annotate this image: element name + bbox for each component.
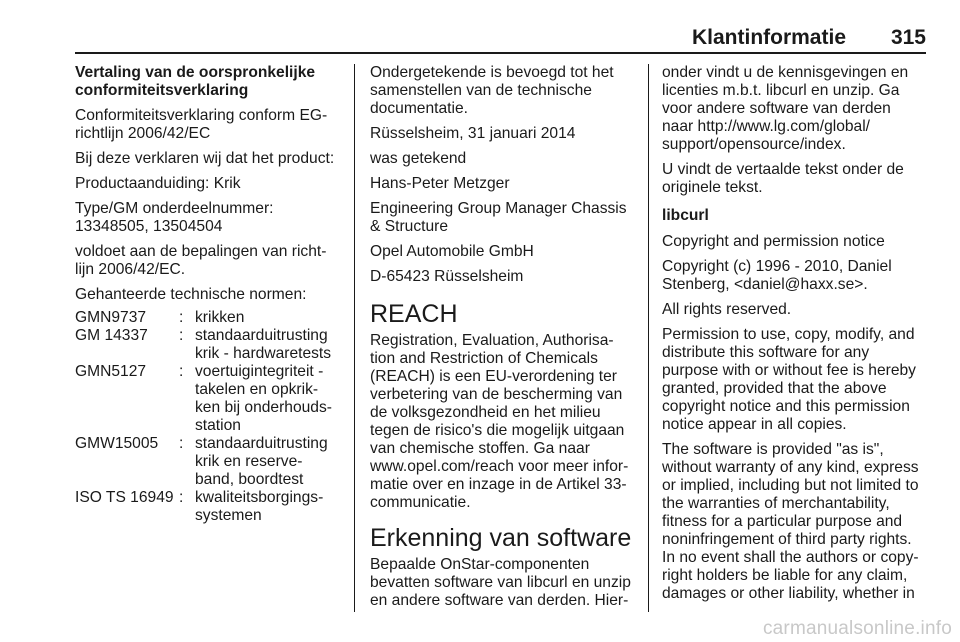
table-row (75, 327, 332, 363)
paragraph (370, 243, 635, 261)
text-line: was getekend (370, 150, 467, 167)
declaration-heading (75, 64, 345, 100)
standard-code: GMW15005 (75, 435, 159, 452)
text-line: The software is provided "as is", (662, 441, 884, 458)
standards-table (75, 309, 332, 525)
text-line: D-65423 Rüsselsheim (370, 268, 524, 285)
text-line: Registration, Evaluation, Authorisa- (370, 332, 614, 349)
reach-heading: REACH (370, 300, 458, 328)
text-line: samenstellen van de technische (370, 82, 592, 99)
text-line: Opel Automobile GmbH (370, 243, 534, 260)
separator: : (179, 489, 184, 506)
text-line: Permission to use, copy, modify, and (662, 326, 915, 343)
text-line: krik - hardwaretests (195, 345, 332, 362)
paragraph (370, 200, 635, 236)
paragraph (662, 441, 928, 603)
text-line: noninfringement of third party rights. (662, 531, 912, 548)
paragraph (370, 125, 635, 143)
standard-description (195, 363, 332, 435)
text-line: conformiteitsverklaring (75, 82, 249, 99)
text-line: Conformiteitsverklaring conform EG- (75, 107, 328, 124)
libcurl-heading: libcurl (662, 207, 709, 224)
paragraph (75, 175, 345, 193)
text-line: lijn 2006/42/EC. (75, 261, 186, 278)
text-line: right holders be liable for any claim, (662, 567, 908, 584)
text-line: & Structure (370, 218, 448, 235)
text-line: krikken (195, 309, 245, 326)
software-heading: Erkenning van software (370, 524, 632, 552)
text-line: granted, provided that the above (662, 380, 887, 397)
text-line: bevatten software van libcurl en unzip (370, 574, 631, 591)
standard-code: GMN5127 (75, 363, 147, 380)
text-line: (REACH) is een EU-verordening ter (370, 368, 617, 385)
paragraph (370, 150, 635, 168)
text-line: naar http://www.lg.com/global/ (662, 118, 871, 135)
text-line: krik en reserve- (195, 453, 303, 470)
text-line: communicatie. (370, 494, 471, 511)
text-line: notice appear in all copies. (662, 416, 847, 433)
text-line: Ondergetekende is bevoegd tot het (370, 64, 614, 81)
column-divider-2 (648, 64, 649, 612)
text-line: www.opel.com/reach voor meer infor- (370, 458, 629, 475)
text-line: ken bij onderhouds- (195, 399, 332, 416)
header-rule (75, 52, 926, 54)
table-row (75, 363, 332, 435)
reach-paragraph (370, 332, 635, 512)
standard-description (195, 327, 332, 363)
column-3 (662, 64, 928, 610)
text-line: Type/GM onderdeelnummer: (75, 200, 274, 217)
separator: : (179, 363, 184, 380)
text-line: de volksgezondheid en het milieu (370, 404, 601, 421)
paragraph (75, 243, 345, 279)
table-row (75, 489, 332, 525)
paragraph (370, 268, 635, 286)
text-line: takelen en opkrik- (195, 381, 319, 398)
text-line: standaarduitrusting (195, 327, 328, 344)
text-line: the warranties of merchantability, (662, 495, 890, 512)
watermark-brand: carmanualsonline.info (762, 618, 952, 639)
text-line: fitness for a particular purpose and (662, 513, 903, 530)
text-line: standaarduitrusting (195, 435, 328, 452)
text-line: Vertaling van de oorspronkelijke (75, 64, 316, 81)
text-line: Copyright (c) 1996 - 2010, Daniel (662, 258, 892, 275)
text-line: en andere software van derden. Hier- (370, 592, 629, 609)
paragraph (662, 326, 928, 434)
standard-description (195, 489, 332, 525)
text-line: Copyright and permission notice (662, 233, 885, 250)
text-line: Rüsselsheim, 31 januari 2014 (370, 125, 576, 142)
text-line: kwaliteitsborgings- (195, 489, 324, 506)
separator: : (179, 435, 184, 452)
separator: : (179, 309, 184, 326)
text-line: onder vindt u de kennisgevingen en (662, 64, 909, 81)
text-line: station (195, 417, 241, 434)
page-header (75, 26, 926, 54)
text-line: or implied, including but not limited to (662, 477, 919, 494)
standard-code: GM 14337 (75, 327, 148, 344)
paragraph (370, 64, 635, 118)
text-line: In no event shall the authors or copy- (662, 549, 919, 566)
text-line: tegen de risico's die mogelijk uitgaan (370, 422, 625, 439)
text-line: van chemische stoffen. Ga naar (370, 440, 590, 457)
paragraph (662, 161, 928, 197)
page-footer (0, 620, 960, 642)
standard-code: ISO TS 16949 (75, 489, 174, 506)
software-paragraph (370, 556, 635, 610)
text-line: Bij deze verklaren wij dat het product: (75, 150, 335, 167)
text-line: Stenberg, <daniel@haxx.se>. (662, 276, 868, 293)
text-line: tion and Restriction of Chemicals (370, 350, 598, 367)
column-divider-1 (354, 64, 355, 612)
text-line: damages or other liability, whether in (662, 585, 915, 602)
paragraph (662, 64, 928, 154)
text-line: 13348505, 13504504 (75, 218, 223, 235)
text-line: Engineering Group Manager Chassis (370, 200, 627, 217)
text-line: purpose with or without fee is hereby (662, 362, 916, 379)
separator: : (179, 327, 184, 344)
paragraph (370, 175, 635, 193)
text-line: systemen (195, 507, 262, 524)
paragraph (75, 286, 345, 304)
column-2 (370, 64, 635, 617)
text-line: verbetering van de bescherming van (370, 386, 623, 403)
text-line: voldoet aan de bepalingen van richt- (75, 243, 327, 260)
text-line: copyright notice and this permission (662, 398, 910, 415)
text-line: Gehanteerde technische normen: (75, 286, 307, 303)
column-1 (75, 64, 345, 525)
text-line: licenties m.b.t. libcurl en unzip. Ga (662, 82, 900, 99)
standard-description (195, 309, 332, 327)
table-row (75, 309, 332, 327)
text-line: distribute this software for any (662, 344, 870, 361)
text-line: U vindt de vertaalde tekst onder de (662, 161, 904, 178)
standard-code: GMN9737 (75, 309, 147, 326)
table-row (75, 435, 332, 489)
page-number: 315 (890, 26, 926, 49)
paragraph (75, 150, 345, 168)
text-line: matie over en inzage in de Artikel 33- (370, 476, 627, 493)
text-line: support/opensource/index. (662, 136, 846, 153)
paragraph (75, 200, 345, 236)
standard-description (195, 435, 332, 489)
text-line: richtlijn 2006/42/EC (75, 125, 211, 142)
text-line: Productaanduiding: Krik (75, 175, 241, 192)
paragraph (662, 233, 928, 251)
text-line: without warranty of any kind, express (662, 459, 919, 476)
text-line: originele tekst. (662, 179, 763, 196)
paragraph (75, 107, 345, 143)
text-line: band, boordtest (195, 471, 304, 488)
paragraph (662, 258, 928, 294)
text-line: voertuigintegriteit - (195, 363, 324, 380)
text-line: All rights reserved. (662, 301, 792, 318)
text-line: Hans-Peter Metzger (370, 175, 510, 192)
paragraph (662, 301, 928, 319)
text-line: voor andere software van derden (662, 100, 891, 117)
header-title: Klantinformatie (691, 26, 846, 49)
text-line: documentatie. (370, 100, 468, 117)
text-line: Bepaalde OnStar-componenten (370, 556, 590, 573)
